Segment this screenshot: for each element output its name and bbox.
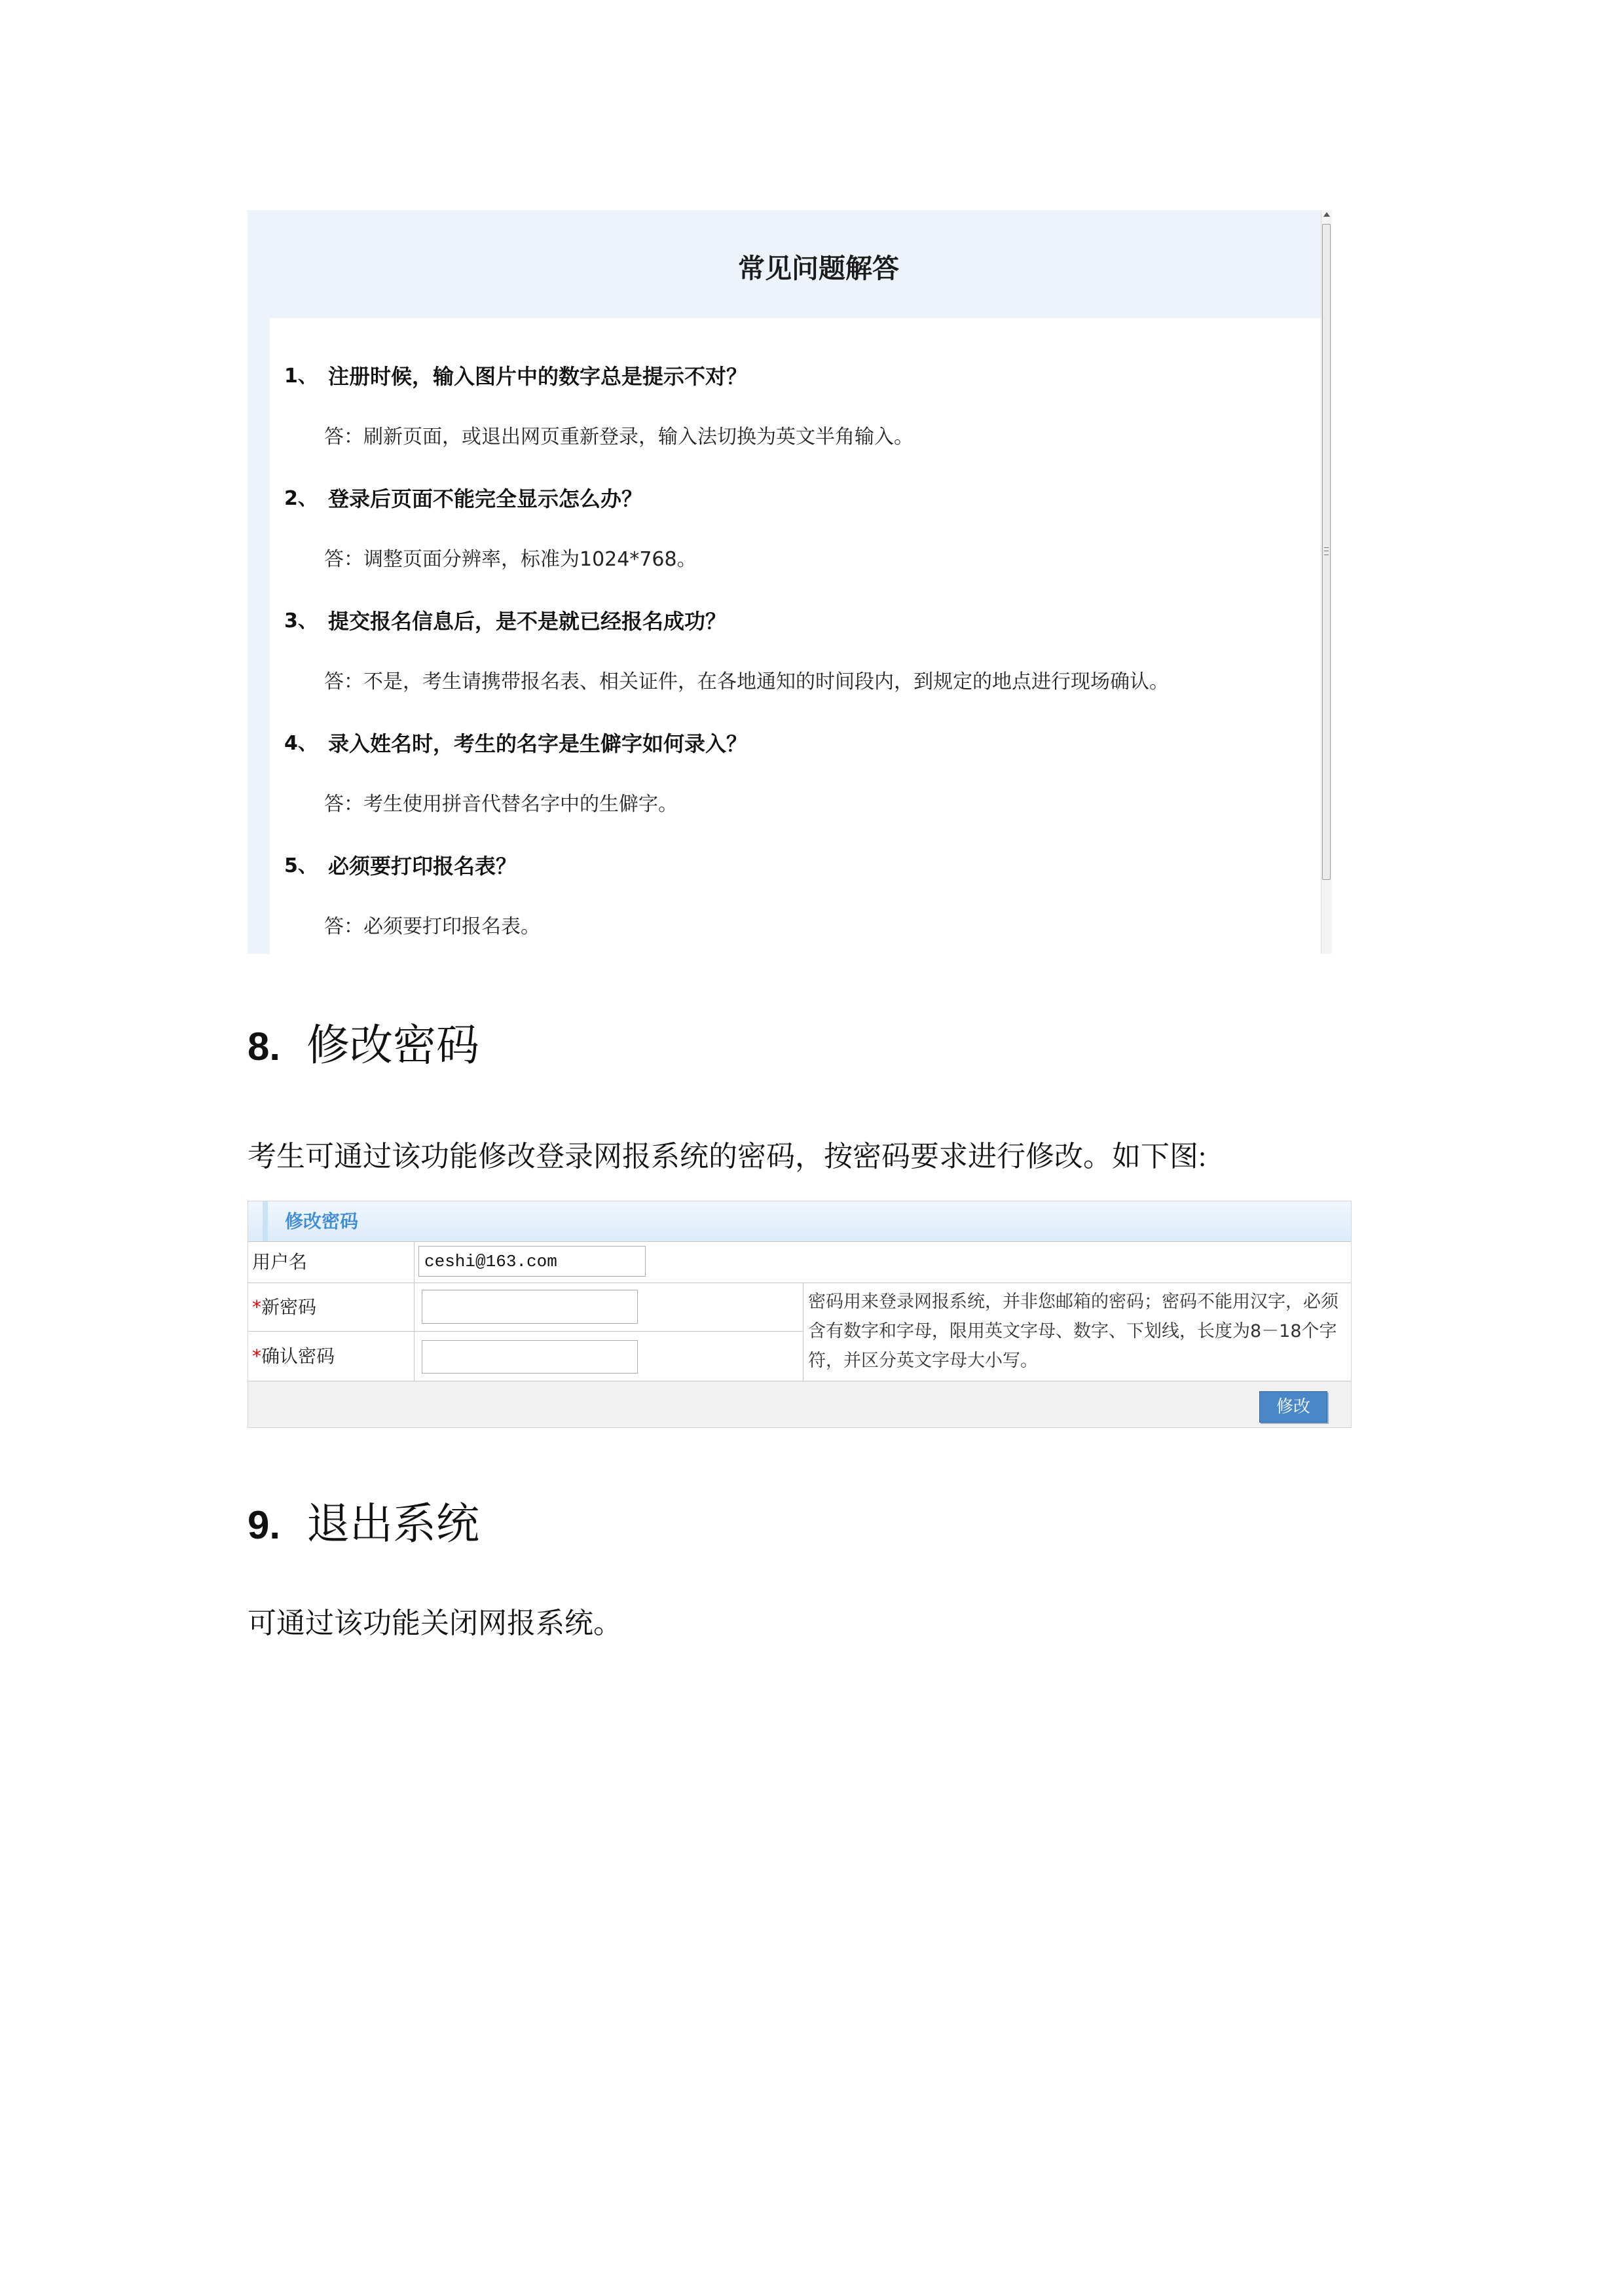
required-mark: * — [252, 1296, 261, 1318]
username-row — [248, 1241, 1351, 1283]
form-header-title: 修改密码 — [285, 1211, 359, 1232]
faq-list — [248, 366, 1321, 978]
section-8-heading — [248, 1022, 837, 1070]
confirm-password-input[interactable] — [422, 1340, 638, 1374]
required-mark: * — [252, 1345, 261, 1367]
submit-button[interactable]: 修改 — [1259, 1391, 1327, 1423]
question-text: 提交报名信息后，是不是就已经报名成功？ — [328, 609, 727, 634]
confirm-password-label — [248, 1332, 415, 1381]
section-number: 9. — [248, 1503, 281, 1547]
new-password-label — [248, 1283, 415, 1331]
faq-title: 常见问题解答 — [738, 253, 899, 284]
answer-text: 答：不是，考生请携带报名表、相关证件，在各地通知的时间段内，到规定的地点进行现场确认。 — [324, 670, 1169, 693]
faq-item — [248, 856, 1321, 978]
faq-item — [248, 488, 1321, 611]
question-text: 必须要打印报名表？ — [328, 854, 517, 879]
username-label — [248, 1242, 415, 1283]
username-input[interactable] — [418, 1246, 646, 1277]
faq-item — [248, 733, 1321, 856]
form-header — [248, 1201, 1351, 1241]
question-number: 4、 — [284, 732, 318, 755]
answer-text: 答：刷新页面，或退出网页重新登录，输入法切换为英文半角输入。 — [324, 426, 913, 448]
section-number: 8. — [248, 1025, 281, 1068]
question-text: 登录后页面不能完全显示怎么办？ — [328, 486, 643, 511]
faq-panel — [248, 210, 1332, 954]
vertical-scrollbar[interactable] — [1321, 210, 1332, 954]
question-text: 注册时候，输入图片中的数字总是提示不对？ — [328, 364, 748, 389]
question-number: 2、 — [284, 487, 318, 510]
faq-item — [248, 611, 1321, 733]
answer-text: 答：必须要打印报名表。 — [324, 915, 540, 938]
hint-line: 含有数字和字母，限用英文字母、数字、下划线，长度为8－18个字 — [808, 1321, 1337, 1341]
confirm-password-label-text: 确认密码 — [261, 1345, 335, 1367]
username-label-text: 用户名 — [252, 1251, 308, 1273]
hint-line: 密码用来登录网报系统，并非您邮箱的密码；密码不能用汉字，必须 — [808, 1292, 1338, 1312]
answer-text: 答：调整页面分辨率，标准为1024*768。 — [324, 548, 697, 571]
answer-text: 答：考生使用拼音代替名字中的生僻字。 — [324, 793, 678, 816]
faq-item — [248, 366, 1321, 488]
section-9-heading — [248, 1503, 837, 1546]
section-title: 修改密码 — [306, 1022, 479, 1070]
password-hint — [803, 1283, 1351, 1381]
question-number: 5、 — [284, 854, 318, 877]
form-footer — [248, 1381, 1351, 1427]
question-number: 3、 — [284, 610, 318, 632]
hint-line: 符，并区分英文字母大小写。 — [808, 1351, 1038, 1371]
change-password-form — [248, 1201, 1352, 1428]
section-9-paragraph: 可通过该功能关闭网报系统。 — [248, 1607, 622, 1639]
grip-icon — [1324, 547, 1329, 555]
new-password-label-text: 新密码 — [261, 1296, 317, 1318]
arrow-up-icon[interactable] — [1323, 212, 1330, 217]
section-title: 退出系统 — [306, 1501, 479, 1548]
section-8-paragraph: 考生可通过该功能修改登录网报系统的密码，按密码要求进行修改。如下图: — [248, 1140, 1207, 1173]
new-password-input[interactable] — [422, 1290, 638, 1324]
faq-header — [248, 210, 1321, 318]
question-text: 录入姓名时，考生的名字是生僻字如何录入？ — [328, 731, 748, 756]
header-accent-bar — [263, 1201, 268, 1241]
question-number: 1、 — [284, 365, 318, 388]
scrollbar-thumb[interactable] — [1322, 224, 1331, 880]
